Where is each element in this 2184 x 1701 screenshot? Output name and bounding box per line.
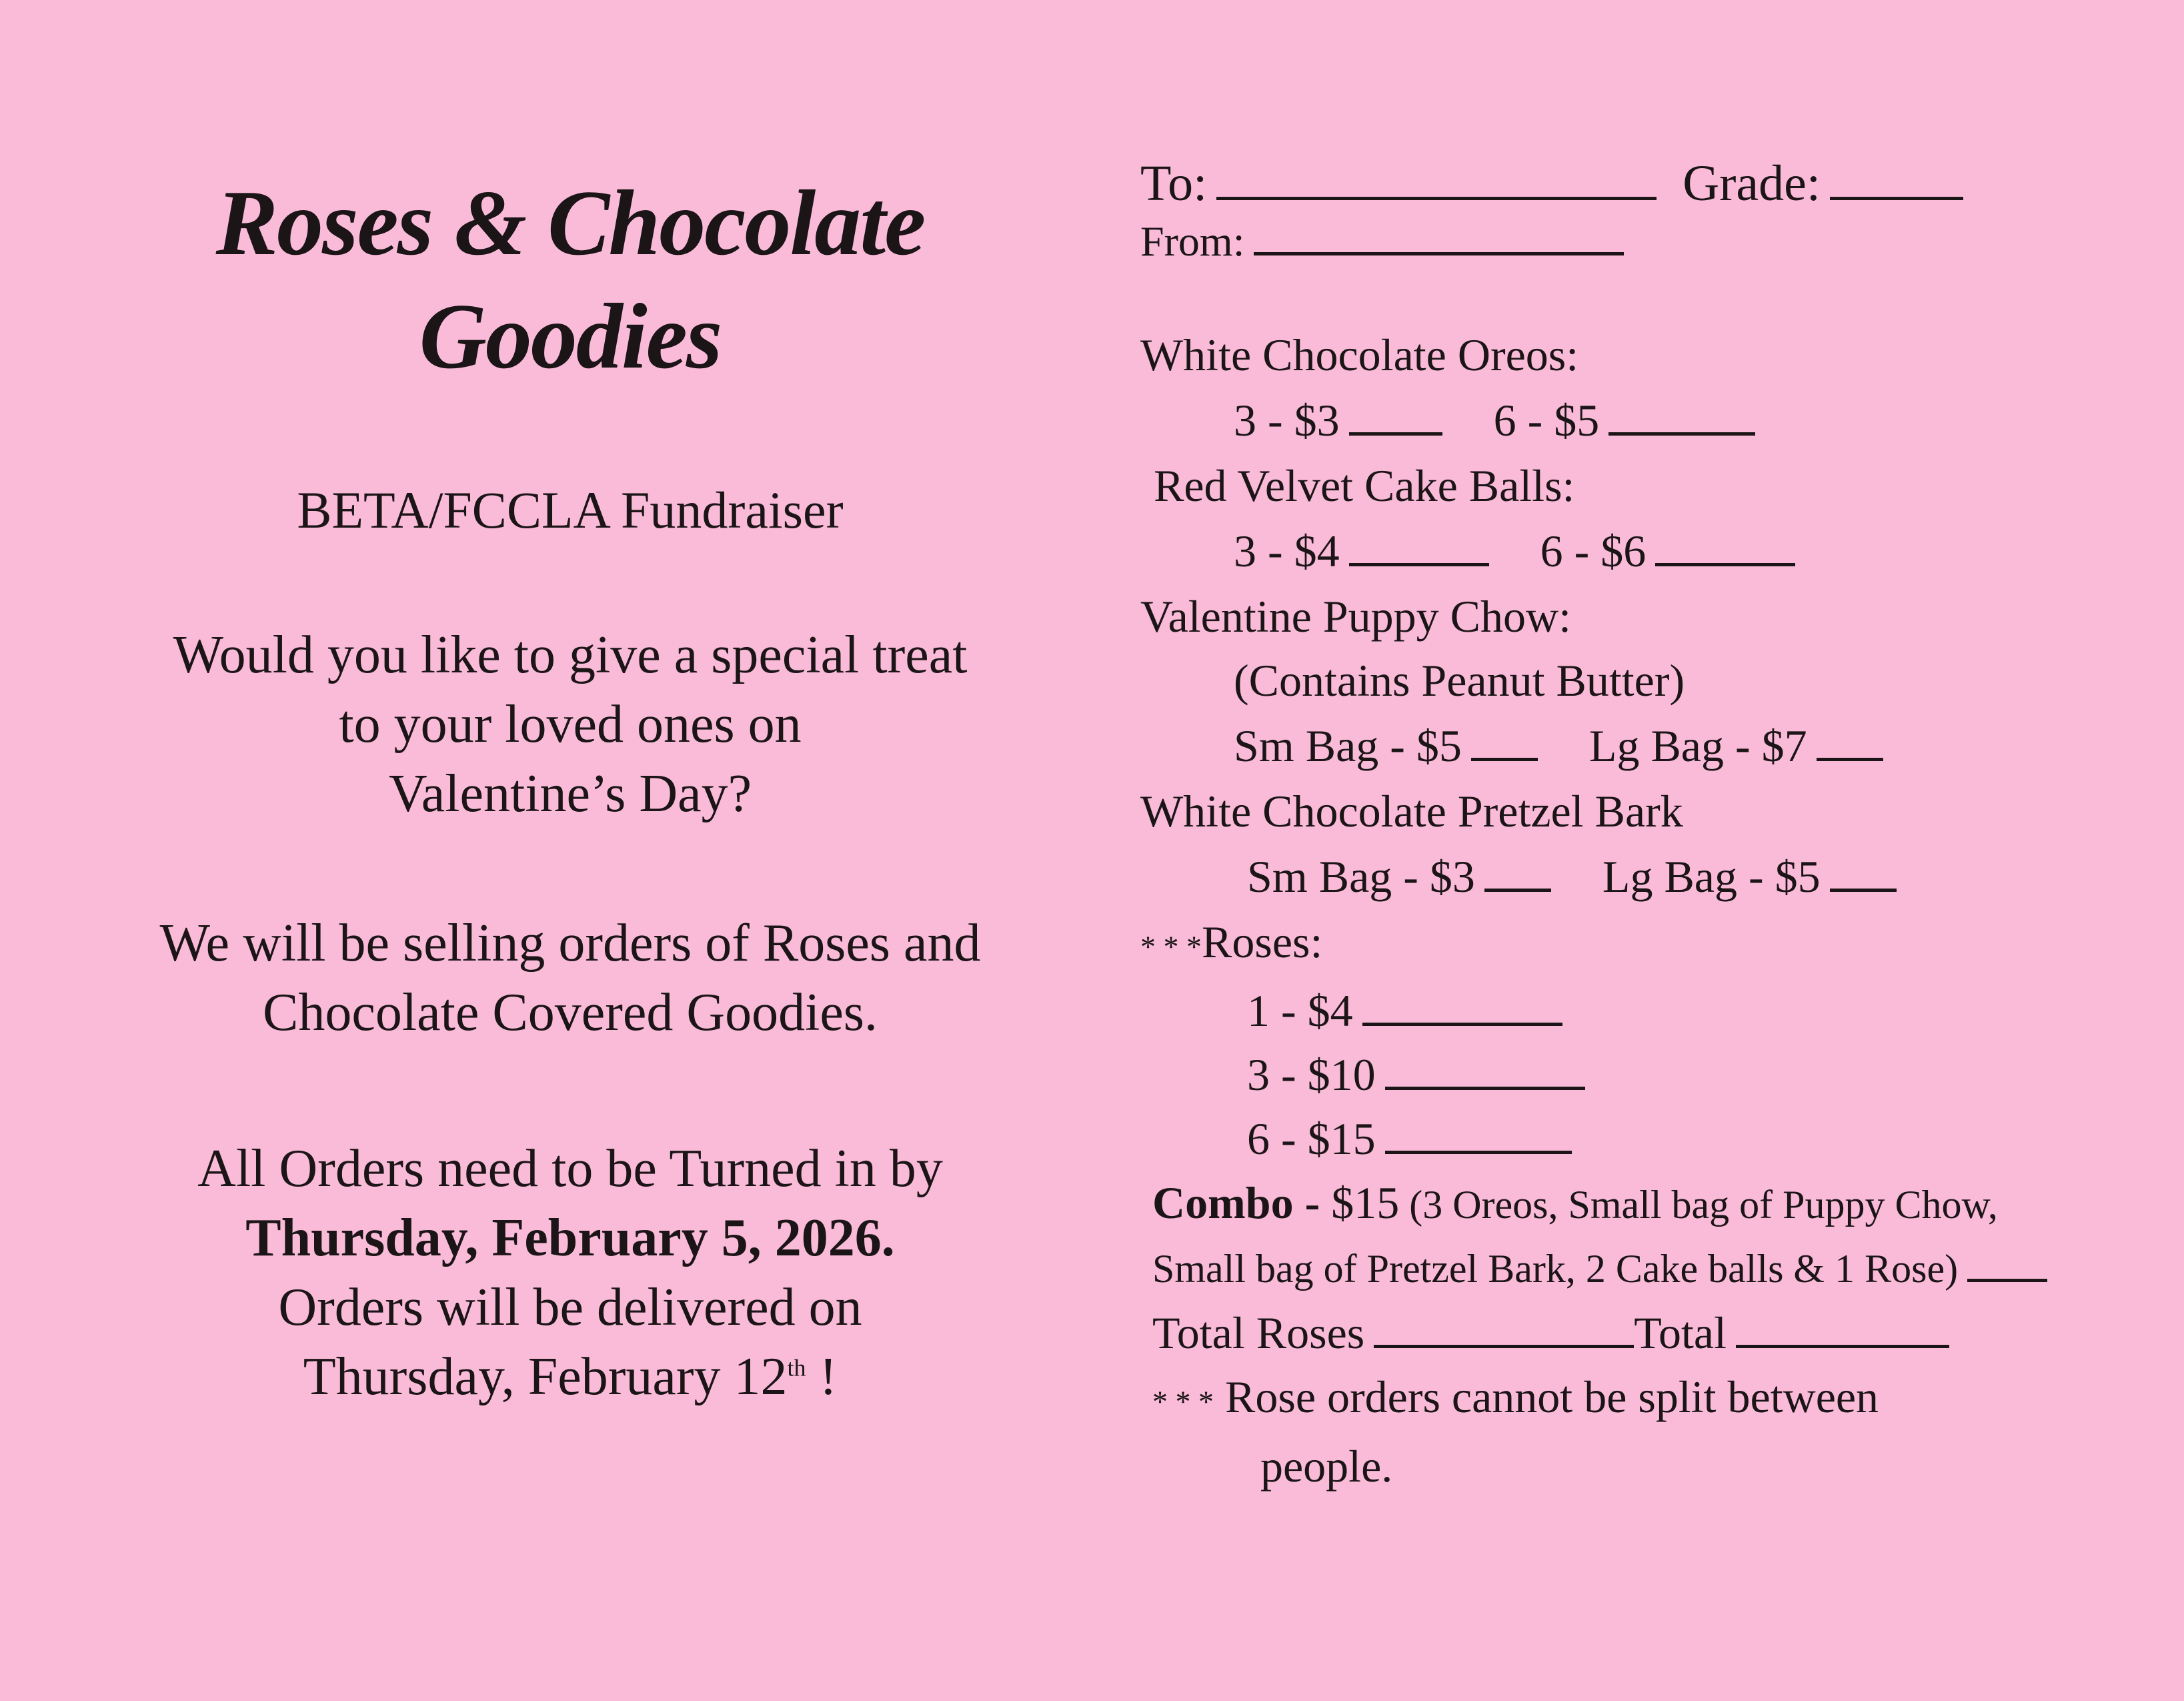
puppychow-large-field[interactable] (1817, 720, 1883, 761)
roses-asterisks: * * * (1140, 929, 1202, 964)
selling-line: We will be selling orders of Roses and (159, 914, 981, 973)
rose-note-asterisks: * * * (1152, 1384, 1214, 1419)
oreos-option-3: 3 - $3 (1234, 395, 1340, 446)
roses-option-row (1140, 1107, 2167, 1171)
rose-note-row-2: people. (1260, 1440, 1393, 1492)
combo-price: $15 (1331, 1177, 1400, 1229)
roses-qty-6-field[interactable] (1385, 1113, 1572, 1154)
delivery-date-suffix: th (787, 1354, 806, 1381)
roses-qty-3-field[interactable] (1385, 1049, 1585, 1090)
flyer-title (87, 167, 1054, 394)
bark-small-option: Sm Bag - $3 (1247, 851, 1475, 902)
total-label: Total (1634, 1307, 1727, 1359)
bark-heading: White Chocolate Pretzel Bark (1140, 786, 1683, 836)
title-line-2: Goodies (419, 285, 722, 388)
roses-qty-1-field[interactable] (1362, 985, 1562, 1026)
puppychow-large-option: Lg Bag - $7 (1588, 720, 1807, 771)
roses-label: Roses: (1202, 917, 1323, 967)
combo-label: Combo - (1152, 1177, 1332, 1229)
intro-line: Valentine’s Day? (388, 764, 752, 823)
roses-option-1: 1 - $4 (1247, 985, 1353, 1037)
cakeballs-qty-3-field[interactable] (1349, 526, 1489, 566)
delivery-line: Orders will be delivered on (278, 1278, 862, 1337)
cakeballs-option-3: 3 - $4 (1234, 526, 1340, 576)
total-roses-field[interactable] (1374, 1307, 1634, 1348)
cakeballs-options (1140, 518, 2167, 584)
deadline-line: All Orders need to be Turned in by (197, 1139, 943, 1198)
puppychow-heading: Valentine Puppy Chow: (1140, 591, 1571, 642)
delivery-date (87, 1342, 1054, 1411)
from-label: From: (1140, 217, 1245, 265)
bark-options (1140, 843, 2167, 910)
order-form (1140, 153, 2167, 1498)
oreos-qty-3-field[interactable] (1349, 395, 1442, 436)
selling-paragraph (87, 909, 1054, 1047)
total-roses-label: Total Roses (1152, 1307, 1365, 1359)
intro-paragraph (87, 620, 1054, 828)
combo-detail-cont: Small bag of Pretzel Bark, 2 Cake balls & 1 Rose) (1152, 1247, 1959, 1291)
puppychow-small-option: Sm Bag - $5 (1234, 720, 1462, 771)
cakeballs-option-6: 6 - $6 (1540, 526, 1647, 576)
delivery-date-text: Thursday, February 12 (303, 1347, 788, 1406)
delivery-date-exclaim: ! (806, 1347, 838, 1406)
roses-option-6: 6 - $15 (1247, 1113, 1376, 1165)
to-grade-row (1140, 153, 2167, 213)
selling-line: Chocolate Covered Goodies. (263, 983, 878, 1042)
combo-qty-field[interactable] (1967, 1241, 2047, 1282)
to-field[interactable] (1216, 159, 1657, 200)
roses-option-3: 3 - $10 (1247, 1049, 1376, 1101)
roses-option-row (1140, 1043, 2167, 1107)
total-field[interactable] (1736, 1307, 1949, 1348)
intro-line: to your loved ones on (339, 695, 802, 754)
oreos-option-6: 6 - $5 (1493, 395, 1600, 446)
intro-line: Would you like to give a special treat (173, 626, 968, 684)
rose-note-row (1140, 1365, 2167, 1434)
deadline-date: Thursday, February 5, 2026. (245, 1209, 895, 1267)
rose-note-text: Rose orders cannot be split between (1225, 1371, 1879, 1423)
bark-small-field[interactable] (1484, 851, 1551, 892)
grade-label: Grade: (1683, 155, 1821, 211)
roses-heading (1140, 910, 2167, 979)
puppychow-note: (Contains Peanut Butter) (1234, 655, 1685, 706)
totals-row (1140, 1301, 2167, 1365)
cakeballs-heading: Red Velvet Cake Balls: (1154, 460, 1575, 511)
oreos-options (1140, 387, 2167, 454)
puppychow-small-field[interactable] (1471, 720, 1538, 761)
cakeballs-qty-6-field[interactable] (1655, 526, 1795, 566)
combo-detail-row (1140, 1237, 2167, 1301)
bark-large-field[interactable] (1830, 851, 1897, 892)
title-line-1: Roses & Chocolate (215, 171, 925, 275)
combo-detail: (3 Oreos, Small bag of Puppy Chow, (1399, 1183, 1998, 1227)
grade-field[interactable] (1830, 159, 1963, 200)
bark-large-option: Lg Bag - $5 (1602, 851, 1821, 902)
flyer-info-column (87, 167, 1054, 1411)
fundraiser-subtitle: BETA/FCCLA Fundraiser (297, 481, 844, 539)
oreos-qty-6-field[interactable] (1608, 395, 1755, 436)
to-label: To: (1140, 155, 1208, 211)
roses-option-row (1140, 979, 2167, 1043)
from-row (1140, 213, 2167, 269)
deadline-paragraph (87, 1134, 1054, 1411)
oreos-heading: White Chocolate Oreos: (1140, 330, 1579, 380)
combo-row (1140, 1171, 2167, 1237)
from-field[interactable] (1254, 215, 1624, 255)
puppychow-options (1140, 712, 2167, 779)
